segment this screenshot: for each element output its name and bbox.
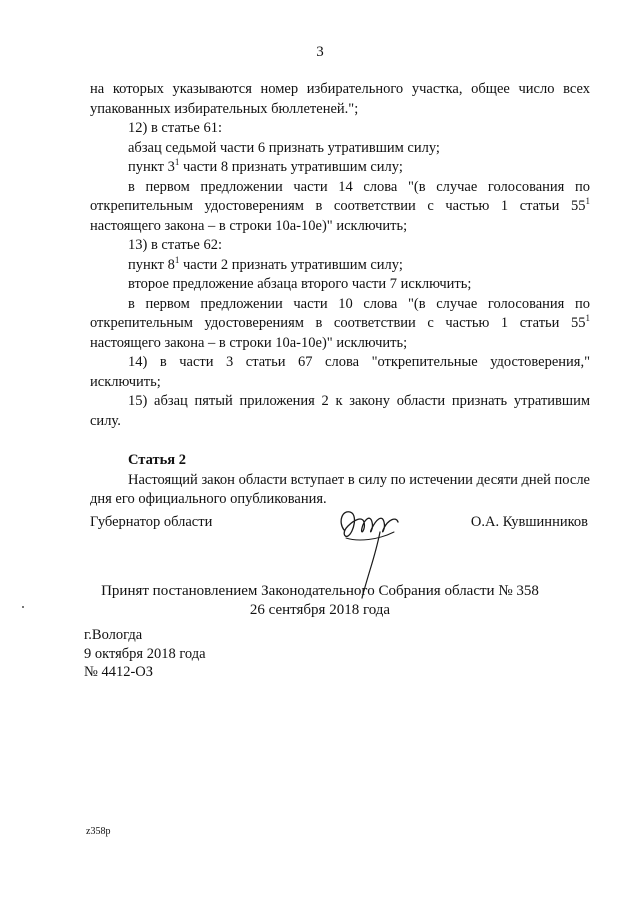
superscript: 1 [174, 157, 180, 167]
text-fragment: настоящего закона – в строки 10а-10е)" исключить; [90, 217, 408, 234]
scan-mark [22, 606, 24, 608]
text-fragment: пункт 8 [128, 256, 175, 273]
text-fragment: настоящего закона – в строки 10а-10е)" исключить; [90, 334, 408, 351]
page-number: 3 [316, 44, 324, 60]
paragraph-item-12-c [90, 178, 590, 237]
adoption-note [0, 582, 640, 620]
paragraph-item-13-a [90, 256, 590, 276]
place-date-number [84, 626, 206, 682]
text-fragment: части 8 признать утратившим силу; [179, 159, 403, 175]
governor-name: О.А. Кувшинников [470, 514, 588, 530]
adoption-line-1: Принят постановлением Законодательного Собрания области № 358 [101, 583, 539, 599]
adoption-line-2: 26 сентября 2018 года [249, 602, 391, 618]
city: г.Вологда [84, 627, 143, 643]
article-2-text: Настоящий закон области вступает в силу по истечении десяти дней после дня его официального опубликования. [90, 471, 590, 507]
text-fragment: в первом предложении части 14 слова "(в случае голосования по открепительным удостоверениям в соответствии с частью 1 статьи 55 [90, 178, 590, 214]
paragraph-item-12-b [90, 158, 590, 178]
paragraph-item-13-c [90, 295, 590, 354]
footer-code: z358p [86, 826, 111, 837]
paragraph-item-13-b: второе предложение абзаца второго части 7 исключить; [128, 276, 472, 292]
document-body [90, 80, 590, 510]
text-fragment: части 2 признать утратившим силу; [179, 256, 403, 273]
superscript: 1 [585, 313, 590, 323]
paragraph-item-12: 12) в статье 61: [128, 120, 222, 136]
superscript: 1 [585, 196, 590, 206]
superscript: 1 [174, 254, 180, 265]
paragraph-item-12-a: абзац седьмой части 6 признать утратившим силу; [128, 139, 440, 156]
paragraph-continuation: на которых указываются номер избирательного участка, общее число всех упакованных избирательных бюллетеней."; [90, 81, 590, 117]
law-number: № 4412-ОЗ [84, 664, 154, 680]
text-fragment: пункт 3 [128, 159, 175, 175]
paragraph-item-15: 15) абзац пятый приложения 2 к закону области признать утратившим силу. [90, 393, 590, 429]
text-fragment: в первом предложении части 10 слова "(в случае голосования по открепительным удостоверениям в соответствии с частью 1 статьи 55 [90, 295, 590, 331]
governor-title: Губернатор области [90, 514, 213, 530]
paragraph-item-14: 14) в части 3 статьи 67 слова "открепительные удостоверения," исключить; [90, 354, 590, 390]
paragraph-item-13: 13) в статье 62: [128, 237, 222, 253]
sign-date: 9 октября 2018 года [84, 645, 206, 662]
article-2-heading: Статья 2 [128, 452, 186, 468]
